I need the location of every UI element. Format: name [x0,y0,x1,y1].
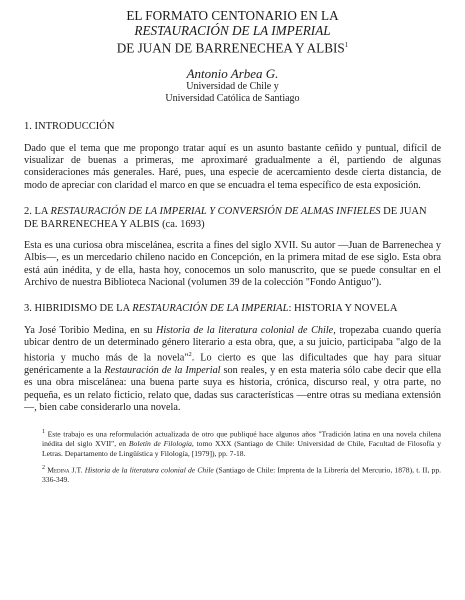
footnote-2-italic: Historia de la literatura colonial de Chile [84,465,214,475]
footnote-2-text-b: (Santiago de Chile: Imprenta de la Librería del Mercurio, 1878), t. II, pp. 336-349. [42,465,442,484]
footnote-2 [42,464,441,485]
s3-text-1: Ya José Toribio Medina, en su [24,324,156,336]
section-2-heading-italic: RESTAURACIÓN DE LA IMPERIAL Y CONVERSIÓN DE ALMAS INFIELES [50,206,381,218]
section-1-heading: 1. INTRODUCCIÓN [24,121,115,133]
section-3-paragraph [24,325,441,414]
s3-text-2: , tropezaba cuando quería ubicar dentro de un determinado género literario a esta obra, que, a su juicio, participaba "algo de la historia y mucho más de la novela" [24,324,442,364]
title-line-3-text: DE JUAN DE BARRENECHEA Y ALBIS [116,40,345,56]
s3-italic-title-2: Restauración de la Imperial [104,365,221,377]
footnote-1-text-b: , tomo XXX (Santiago de Chile: Universidad de Chile, Facultad de Filosofía y Letras. Departamento de Lingüística y Filología, [1979]), pp. 7-18. [42,439,441,458]
footnote-1-italic: Boletín de Filología [128,439,192,449]
s3-italic-title-1: Historia de la literatura colonial de Chile [155,324,334,336]
title-line-3 [24,38,441,55]
author-affiliation-1: Universidad de Chile y [186,81,279,93]
footnote-1-text-a: Este trabajo es una reformulación actualizada de otro que publiqué hace algunos años "Tradición latina en una novela chilena inédita del siglo XVII", en [42,429,441,449]
author-name: Antonio Arbea G. [186,66,279,82]
section-1-paragraph: Dado que el tema que me propongo tratar aquí es un asunto bastante ceñido y puntual, difícil de visualizar de buenas a primeras, me aproximaré gradualmente a él, partiendo de algunas consideraciones más generales. Haré, pues, una especie de acercamiento desde cierta distancia, de modo de apreciar con claridad el marco en que se encuadra el tema específico de esta exposición. [24,142,441,191]
footnote-2-num: 2 [42,464,45,471]
section-2-heading-rest: DE JUAN DE BARRENECHEA Y ALBIS (ca. 1693) [24,206,427,230]
section-3-heading-rest: : HISTORIA Y NOVELA [288,303,398,315]
section-3-heading-num: 3. HIBRIDISMO DE LA [24,303,133,315]
section-2-heading [24,206,441,231]
footnotes [24,428,441,484]
section-2-heading-num: 2. LA [24,206,51,218]
s3-text-4: son reales, y en esta materia sólo cabe decir que ella es una obra miscelánea: una buena parte suya es historia, crónica, discurso real, y otra parte, no pequeña, es un relato ficticio, relato que, dadas sus características —entre otras su mediana extensión—, bien cabe considerarlo una novela. [24,365,441,413]
article-title [24,8,441,55]
title-footnote-ref: 1 [344,41,349,49]
section-3-heading [24,303,441,316]
author-affiliation-2: Universidad Católica de Santiago [165,93,300,105]
footnote-2-text-a: J.T. [69,465,85,475]
s3-text-3: . Lo cierto es que las dificultades que hay para situar genéricamente a la [24,352,441,377]
footnote-1-num: 1 [42,429,45,436]
section-2-paragraph: Esta es una curiosa obra miscelánea, escrita a fines del siglo XVII. Su autor —Juan de Barrenechea y Albis—, es un mercedario chileno nacido en Concepción, en la primera mitad de ese siglo. Esta obra está aún inédita, y de ella, hasta hoy, conocemos un solo manuscrito, que se puede consultar en el Archivo de nuestra Biblioteca Nacional (volumen 39 de la colección "Fondo Antiguo"). [24,240,441,288]
footnote-1 [42,428,441,458]
title-line-2: RESTAURACIÓN DE LA IMPERIAL [134,23,331,38]
title-line-1: EL FORMATO CENTONARIO EN LA [126,8,339,23]
s3-footnote-ref: 2 [188,351,192,359]
footnote-2-author: Medina [47,465,70,475]
section-3-heading-italic: RESTAURACIÓN DE LA IMPERIAL [132,303,289,315]
